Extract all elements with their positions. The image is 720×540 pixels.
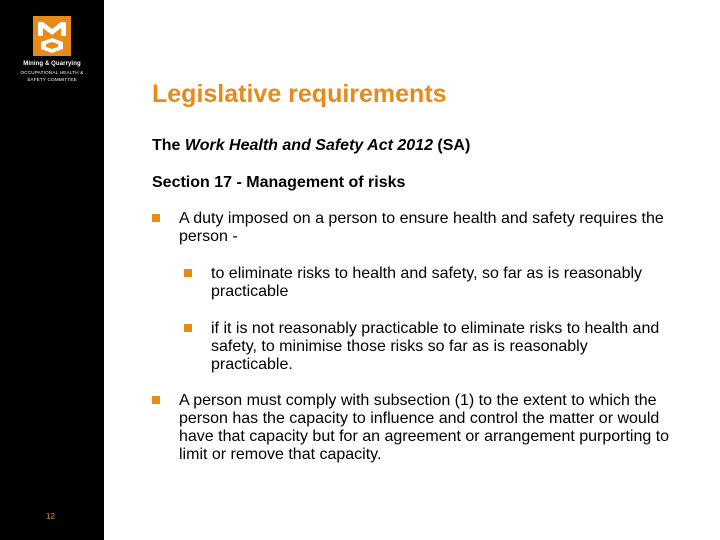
sub-bullet-item [184, 320, 664, 374]
act-name: Work Health and Safety Act 2012 [184, 137, 433, 154]
bullet-text: A person must comply with subsection (1) to the extent to which the person has the capacity to influence and control the matter or would have that capacity but for an agreement or arrangement purporting to limit or remove that capacity. [179, 392, 670, 463]
logo [0, 0, 104, 104]
act-reference [152, 137, 470, 155]
square-bullet-icon [184, 269, 192, 277]
act-prefix: The [152, 137, 185, 154]
logo-org-name: Mining & Quarrying [23, 61, 81, 67]
section-heading: Section 17 - Management of risks [152, 174, 406, 191]
bullet-text: if it is not reasonably practicable to eliminate risks to health and safety, to minimise those risks so far as is reasonably practicable. [211, 320, 660, 373]
bullet-text: A duty imposed on a person to ensure health and safety requires the person - [179, 210, 664, 245]
slide-title: Legislative requirements [152, 80, 447, 108]
logo-subtitle-line: SAFETY COMMITTEE [27, 77, 77, 82]
square-bullet-icon [152, 214, 160, 222]
act-suffix: (SA) [432, 137, 471, 154]
square-bullet-icon [184, 324, 192, 332]
sub-bullet-item [184, 265, 664, 301]
page-number: 12 [46, 512, 55, 521]
mq-logo-icon [33, 16, 71, 56]
bullet-item [152, 210, 672, 246]
bullet-item [152, 392, 672, 464]
square-bullet-icon [152, 396, 160, 404]
logo-subtitle-line: OCCUPATIONAL HEALTH & [20, 70, 84, 75]
sidebar [0, 0, 104, 540]
bullet-text: to eliminate risks to health and safety, so far as is reasonably practicable [211, 265, 643, 300]
